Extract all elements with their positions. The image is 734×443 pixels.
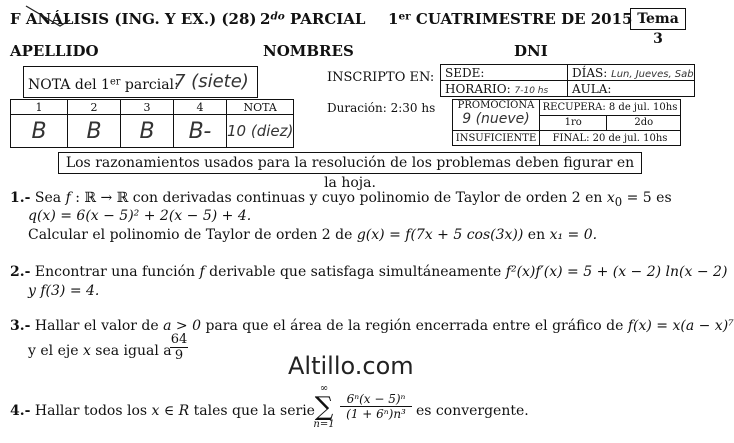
dni-label: DNI: [514, 42, 548, 60]
grade-value-2: B: [68, 115, 121, 148]
grade-value-3: B: [121, 115, 174, 148]
inscripto-label: INSCRIPTO EN:: [327, 70, 435, 85]
term-title: 1er CUATRIMESTRE DE 2015: [388, 10, 633, 28]
problem-2-line-1: 2.- Encontrar una función f derivable que satisfaga simultáneamente f²(x)f′(x) = 5 + (x − 2) ln(x − 2): [10, 264, 728, 280]
grade-header-2: 2: [68, 100, 121, 115]
recupera-cell: RECUPERA: 8 de jul. 10hs: [540, 100, 681, 116]
horario-cell: HORARIO: 7-10 hs: [441, 81, 568, 97]
dias-cell: DÍAS: Lun, Jueves, Sab: [568, 65, 695, 81]
promociona-cell: PROMOCIONA 9 (nueve): [453, 100, 540, 131]
grade-value-1: B: [11, 115, 68, 148]
problem-4-line-1a: 4.- Hallar todos los x ∈ R tales que la serie: [10, 403, 315, 419]
problem-1-line-1: 1.- Sea f : ℝ → ℝ con derivadas continuas y cuyo polinomio de Taylor de orden 2 en $x_0 = 5$ es: [10, 190, 672, 209]
series-fraction: 6ⁿ(x − 5)ⁿ (1 + 6ⁿ)n³: [340, 392, 412, 421]
duracion-label: Duración: 2:30 hs: [327, 101, 436, 115]
problem-1-line-2: q(x) = 6(x − 5)² + 2(x − 5) + 4.: [28, 208, 252, 224]
grade-value-4: B-: [174, 115, 227, 148]
fraction-64-9: 64 9: [170, 332, 188, 363]
recupera-1ro: 1ro: [540, 115, 607, 131]
summation-symbol: ∞ ∑ n=1: [313, 383, 335, 430]
insuficiente-cell: INSUFICIENTE: [453, 131, 540, 146]
nombres-label: NOMBRES: [263, 42, 354, 60]
altillo-watermark: Altillo.com: [288, 352, 414, 380]
enrollment-table: [440, 64, 695, 97]
exam-title: $2^{do}$ PARCIAL: [260, 10, 366, 28]
nota-primer-parcial-handwritten: 7 (siete): [174, 71, 249, 92]
result-table: [452, 99, 681, 146]
apellido-label: APELLIDO: [10, 42, 99, 60]
grades-table: [10, 99, 294, 148]
grade-header-1: 1: [11, 100, 68, 115]
problem-3-line-2: y el eje x sea igual a: [28, 343, 172, 359]
final-cell: FINAL: 20 de jul. 10hs: [540, 131, 681, 146]
problem-3-line-1: 3.- Hallar el valor de a > 0 para que el área de la región encerrada entre el gráfico de f(x) = x(a − x)⁷: [10, 318, 734, 334]
recupera-2do: 2do: [607, 115, 681, 131]
nota-primer-parcial-box: [23, 66, 258, 98]
grade-header-3: 3: [121, 100, 174, 115]
instructions-notice: Los razonamientos usados para la resolución de los problemas deben figurar en la hoja.: [58, 152, 642, 174]
grade-value-nota: 10 (diez): [227, 115, 294, 148]
grade-header-nota: NOTA: [227, 100, 294, 115]
problem-1-line-3: Calcular el polinomio de Taylor de orden 2 de g(x) = f(7x + 5 cos(3x)) en x₁ = 0.: [28, 227, 598, 243]
grades-header-row: [11, 100, 294, 115]
pen-stroke-mark: [24, 2, 124, 32]
tema-badge: Tema 3: [630, 8, 686, 30]
problem-2-line-2: y f(3) = 4.: [28, 283, 100, 299]
problem-4-line-1d: es convergente.: [416, 403, 529, 419]
sede-cell: SEDE:: [441, 65, 568, 81]
aula-cell: AULA:: [568, 81, 695, 97]
grade-header-4: 4: [174, 100, 227, 115]
course-title: F ANÁLISIS (ING. Y EX.) (28): [10, 10, 257, 28]
nota-primer-parcial-label: NOTA del 1er parcial:: [28, 76, 179, 93]
grades-value-row: [11, 115, 294, 148]
